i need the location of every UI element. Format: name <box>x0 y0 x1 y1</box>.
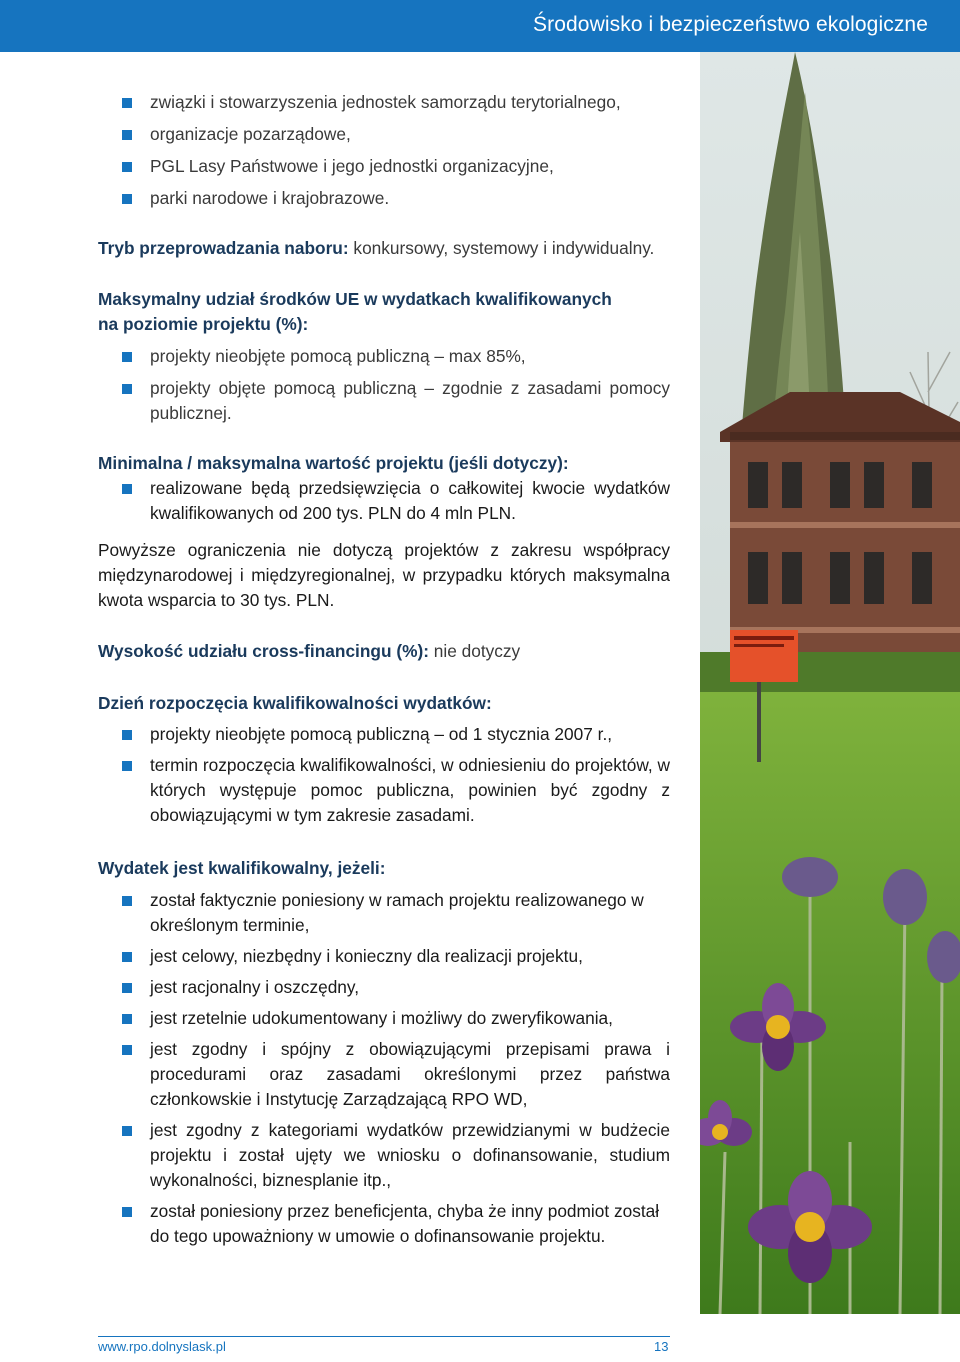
wartosc-heading: Minimalna / maksymalna wartość projektu (jeśli dotyczy): <box>98 453 569 473</box>
dzien-section <box>98 691 670 828</box>
list-item <box>98 1118 670 1193</box>
tryb-value: konkursowy, systemowy i indywidualny. <box>348 238 655 258</box>
list-item-text: został faktycznie poniesiony w ramach projektu realizowanego w określonym terminie, <box>150 890 644 935</box>
bullet-square-icon <box>122 98 132 108</box>
list-item <box>98 476 670 526</box>
list-item <box>98 975 670 1000</box>
list-item-text: parki narodowe i krajobrazowe. <box>150 188 390 208</box>
footer-divider <box>98 1336 670 1337</box>
main-content <box>98 90 670 1249</box>
bullet-square-icon <box>122 896 132 906</box>
list-item <box>98 1199 670 1249</box>
list-item-text: projekty nieobjęte pomocą publiczną – od 1 stycznia 2007 r., <box>150 724 613 744</box>
decorative-photo <box>700 52 960 1314</box>
list-item-text: jest zgodny z kategoriami wydatków przewidzianymi w budżecie projektu i został ujęty we wniosku o dofinansowanie, studium wykonalności, biznesplanie itp., <box>150 1120 670 1190</box>
bullet-square-icon <box>122 162 132 172</box>
list-item-text: termin rozpoczęcia kwalifikowalności, w odniesieniu do projektów, w których występuje pomoc publiczna, powinien być zgodny z obowiązującymi w tym zakresie zasadami. <box>150 755 670 825</box>
bullet-square-icon <box>122 730 132 740</box>
wartosc-note: Powyższe ograniczenia nie dotyczą projektów z zakresu współpracy międzynarodowej i międzyregionalnej, w przypadku których maksymalna kwota wsparcia to 30 tys. PLN. <box>98 540 670 610</box>
list-item-text: projekty objęte pomocą publiczną – zgodnie z zasadami pomocy publicznej. <box>150 378 670 423</box>
list-item <box>98 186 670 218</box>
list-item <box>98 1037 670 1112</box>
list-item <box>98 722 670 747</box>
list-item-text: organizacje pozarządowe, <box>150 124 351 144</box>
list-item-text: jest zgodny i spójny z obowiązującymi przepisami prawa i procedurami oraz zasadami określonymi przez państwa członkowskie i Instytucję Zarządzającą RPO WD, <box>150 1039 670 1109</box>
list-item-text: jest rzetelnie udokumentowany i możliwy do zweryfikowania, <box>150 1008 613 1028</box>
wydatek-heading: Wydatek jest kwalifikowalny, jeżeli: <box>98 858 386 878</box>
cross-paragraph <box>98 639 670 664</box>
bullet-square-icon <box>122 352 132 362</box>
footer-url-link[interactable]: www.rpo.dolnyslask.pl <box>98 1339 226 1354</box>
page-number: 13 <box>654 1339 669 1354</box>
udzial-heading-line2: na poziomie projektu (%): <box>98 314 309 334</box>
bullet-square-icon <box>122 384 132 394</box>
section-title: Środowisko i bezpieczeństwo ekologiczne <box>533 13 928 36</box>
udzial-section <box>98 287 670 426</box>
list-item <box>98 1006 670 1031</box>
list-item-text: związki i stowarzyszenia jednostek samorządu terytorialnego, <box>150 92 621 112</box>
tryb-label: Tryb przeprowadzania naboru: <box>98 238 349 258</box>
list-item-text: projekty nieobjęte pomocą publiczną – max 85%, <box>150 346 526 366</box>
bullet-square-icon <box>122 761 132 771</box>
bullet-square-icon <box>122 952 132 962</box>
cross-label: Wysokość udziału cross-financingu (%): <box>98 641 429 661</box>
bullet-square-icon <box>122 1207 132 1217</box>
list-item-text: został poniesiony przez beneficjenta, chyba że inny podmiot został do tego upoważniony w umowie o dofinansowanie projektu. <box>150 1201 660 1246</box>
list-item-text: jest racjonalny i oszczędny, <box>150 977 360 997</box>
list-item-text: jest celowy, niezbędny i konieczny dla realizacji projektu, <box>150 946 583 966</box>
bullet-square-icon <box>122 1045 132 1055</box>
dzien-heading: Dzień rozpoczęcia kwalifikowalności wydatków: <box>98 693 492 713</box>
wartosc-section <box>98 451 670 613</box>
bullet-square-icon <box>122 1014 132 1024</box>
wydatek-section <box>98 856 670 1249</box>
tryb-paragraph <box>98 236 670 261</box>
bullet-square-icon <box>122 484 132 494</box>
list-item <box>98 944 670 969</box>
list-item <box>98 376 670 426</box>
bullet-square-icon <box>122 1126 132 1136</box>
bullet-square-icon <box>122 130 132 140</box>
intro-list <box>98 90 670 218</box>
garden-photo-illustration <box>700 52 960 1314</box>
list-item-text: PGL Lasy Państwowe i jego jednostki organizacyjne, <box>150 156 554 176</box>
list-item <box>98 888 670 938</box>
list-item <box>98 753 670 828</box>
cross-value: nie dotyczy <box>428 641 521 661</box>
list-item-text: realizowane będą przedsięwzięcia o całkowitej kwocie wydatków kwalifikowanych od 200 tys. PLN do 4 mln PLN. <box>150 478 670 523</box>
list-item <box>98 154 670 186</box>
list-item <box>98 90 670 122</box>
header-bar <box>0 0 960 52</box>
list-item <box>98 122 670 154</box>
bullet-square-icon <box>122 983 132 993</box>
list-item <box>98 344 670 369</box>
udzial-heading-line1: Maksymalny udział środków UE w wydatkach kwalifikowanych <box>98 289 612 309</box>
bullet-square-icon <box>122 194 132 204</box>
